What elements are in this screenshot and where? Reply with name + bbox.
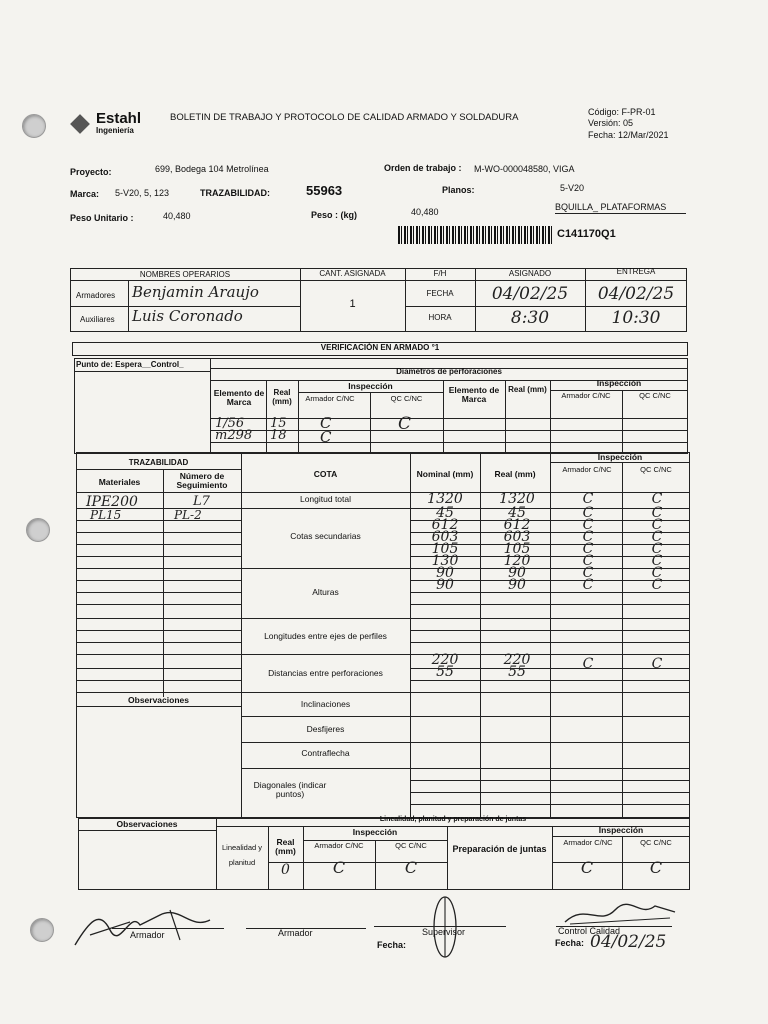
punch-hole-top (22, 114, 46, 138)
inspeccion-header-4: Inspección (352, 827, 398, 837)
fecha-entrega: 04/02/25 (597, 284, 675, 304)
planos-label: Planos: (442, 185, 475, 195)
peso-value: 40,480 (411, 207, 439, 217)
cota-real-value: 90 (508, 565, 526, 581)
distancia-nominal-value: 55 (436, 664, 454, 680)
cota-real-value: 90 (508, 577, 526, 593)
proyecto-value: 699, Bodega 104 Metrolínea (155, 164, 269, 174)
cota-qc-check: C (651, 565, 663, 581)
diam-row1-qc: C (398, 414, 412, 434)
linealidad-title: Linealidad, planitud y preparación de juntas (379, 816, 527, 823)
fecha-doc: Fecha: 12/Mar/2021 (588, 130, 669, 140)
qc-header-4: QC C/NC (395, 841, 427, 850)
armador-header-5: Armador C/NC (563, 838, 613, 847)
linealidad-qc-value: C (404, 858, 418, 877)
cota-nominal-value: 1320 (427, 491, 463, 507)
punch-hole-bottom (30, 918, 54, 942)
logo: Estahl (96, 110, 142, 127)
cant-value: 1 (349, 298, 356, 310)
real-mm-header-2: Real (mm) (508, 385, 547, 394)
cota-nominal-value: 45 (436, 505, 454, 521)
longitud-total-label: Longitud total (299, 494, 352, 504)
cota-header: COTA (313, 469, 338, 479)
cota-armador-check: C (582, 577, 594, 593)
inspeccion-header-5: Inspección (598, 825, 644, 835)
signature-label-armador-1: Armador (130, 930, 165, 940)
signature-label-armador-2: Armador (278, 928, 313, 938)
linealidad-armador-value: C (332, 858, 346, 877)
barcode-icon (398, 226, 554, 244)
diam-row1-elemento: 1/56 (215, 416, 245, 431)
cota-real-value: 603 (503, 529, 531, 545)
fecha-label-2: Fecha: (555, 938, 585, 948)
material-1: IPE200 (86, 494, 138, 510)
cota-nominal-value: 130 (431, 553, 459, 569)
armador-header-4: Armador C/NC (314, 841, 364, 850)
preparacion-armador-value: C (580, 858, 594, 877)
bquilla-value: BQUILLA_ PLATAFORMAS (555, 203, 686, 214)
punto-espera: Punto de: Espera__Control_ (76, 360, 184, 369)
fecha-value-2: 04/02/25 (590, 932, 667, 952)
qc-header-5: QC C/NC (640, 838, 672, 847)
peso-unitario-value: 40,480 (163, 211, 191, 221)
barcode-text: C141170Q1 (557, 228, 616, 240)
linealidad-real-value: 0 (281, 862, 290, 878)
nominal-header: Nominal (mm) (416, 469, 474, 479)
cota-qc-check: C (651, 517, 663, 533)
diagonales-label: Diagonales (indicar puntos) (253, 780, 327, 800)
cotas-secundarias-label: Cotas secundarias (290, 531, 361, 541)
inspeccion-header-3: Inspección (597, 452, 643, 462)
fecha-label: FECHA (426, 289, 454, 298)
linealidad-label: Linealidad y planitud (221, 843, 263, 867)
armador-cnc-header-2: Armador C/NC (561, 391, 611, 400)
cota-nominal-value: 603 (431, 529, 459, 545)
qc-cnc-header-1: QC C/NC (390, 394, 423, 403)
numero-1: L7 (193, 494, 210, 509)
marca-value: 5-V20, 5, 123 (115, 188, 170, 198)
distancia-qc-check: C (651, 656, 663, 672)
cota-real-value: 1320 (499, 491, 535, 507)
inspeccion-header-2: Inspección (596, 378, 642, 388)
preparacion-qc-value: C (649, 858, 663, 877)
punch-hole-middle (26, 518, 50, 542)
cota-armador-check: C (582, 553, 594, 569)
cota-qc-check: C (651, 577, 663, 593)
signature-label-supervisor: Supervisor (422, 927, 466, 937)
materiales-header: Materiales (98, 477, 141, 487)
observaciones-header-2: Observaciones (116, 819, 178, 829)
cota-nominal-value: 105 (431, 541, 459, 557)
cota-armador-check: C (582, 491, 594, 507)
contraflecha-label: Contraflecha (301, 748, 350, 758)
marca-label: Marca: (70, 189, 100, 199)
fecha-label-1: Fecha: (377, 940, 407, 950)
peso-label: Peso : (kg) (311, 210, 358, 220)
elemento-marca-header-2: Elemento de Marca (448, 385, 500, 405)
auxiliares-label: Auxiliares (80, 315, 115, 324)
inspeccion-header-1: Inspección (348, 381, 393, 391)
hora-label: HORA (428, 313, 452, 322)
diam-row1-armador: C (320, 414, 332, 432)
alturas-label: Alturas (312, 587, 339, 597)
nombres-header: NOMBRES OPERARIOS (139, 270, 231, 279)
trazabilidad-value: 55963 (306, 183, 343, 198)
cota-armador-check: C (582, 505, 594, 521)
cota-armador-check: C (582, 529, 594, 545)
auxiliares-value: Luis Coronado (132, 307, 243, 325)
cota-real-value: 45 (508, 505, 526, 521)
diam-row2-real: 18 (270, 428, 287, 443)
hora-asignado: 8:30 (510, 308, 550, 328)
codigo: Código: F-PR-01 (588, 107, 656, 117)
fh-header: F/H (433, 269, 447, 278)
orden-value: M-WO-000048580, VIGA (474, 164, 575, 174)
distancia-real-value: 220 (503, 652, 531, 668)
cota-qc-check: C (651, 505, 663, 521)
asignado-header: ASIGNADO (508, 269, 552, 278)
orden-label: Orden de trabajo : (384, 163, 462, 173)
version: Versión: 05 (588, 118, 634, 128)
armadores-label: Armadores (76, 291, 116, 300)
cota-real-value: 612 (503, 517, 531, 533)
distancia-armador-check: C (582, 656, 594, 672)
cota-armador-check: C (582, 565, 594, 581)
distancias-perforaciones-label: Distancias entre perforaciones (268, 668, 383, 678)
entrega-header: ENTREGA (616, 267, 656, 276)
cota-qc-check: C (651, 553, 663, 569)
verificacion-title: VERIFICACIÓN EN ARMADO °1 (320, 343, 440, 352)
inclinaciones-label: Inclinaciones (300, 699, 351, 709)
signature-armador-icon (70, 900, 230, 950)
longitudes-ejes-label: Longitudes entre ejes de perfiles (264, 631, 387, 641)
observaciones-header-1: Observaciones (128, 695, 189, 705)
real-mm-header: Real (mm) (272, 388, 292, 406)
distancia-nominal-value: 220 (431, 652, 459, 668)
desfijeres-label: Desfijeres (306, 724, 345, 734)
distancia-real-value: 55 (508, 664, 526, 680)
real-header: Real (mm) (494, 469, 536, 479)
qc-header-3: QC C/NC (640, 465, 672, 474)
cant-header: CANT. ASIGNADA (319, 269, 386, 278)
armadores-value: Benjamin Araujo (132, 283, 259, 301)
cota-armador-check: C (582, 541, 594, 557)
trazabilidad-header: TRAZABILIDAD (128, 458, 189, 467)
armador-header-3: Armador C/NC (562, 465, 612, 474)
real-mm-header-4: Real (mm) (275, 837, 296, 857)
numero-2: PL-2 (174, 508, 202, 522)
cota-nominal-value: 90 (436, 577, 454, 593)
hora-entrega: 10:30 (611, 308, 661, 328)
armador-cnc-header-1: Armador C/NC (305, 394, 355, 403)
peso-unitario-label: Peso Unitario : (70, 213, 134, 223)
numero-header: Número de Seguimiento (176, 471, 228, 491)
cota-qc-check: C (651, 541, 663, 557)
cota-real-value: 105 (503, 541, 531, 557)
diam-row1-real: 15 (270, 416, 287, 431)
diam-row2-elemento: m298 (215, 428, 253, 443)
material-2: PL15 (90, 508, 122, 522)
logo-subtitle: Ingeniería (96, 126, 134, 135)
diam-row2-armador: C (320, 428, 332, 446)
logo-icon (70, 114, 90, 134)
cota-nominal-value: 612 (431, 517, 459, 533)
signature-label-control: Control Calidad (558, 926, 621, 936)
cota-real-value: 120 (503, 553, 531, 569)
trazabilidad-label: TRAZABILIDAD: (200, 188, 270, 198)
qc-cnc-header-2: QC C/NC (639, 391, 671, 400)
cota-nominal-value: 90 (436, 565, 454, 581)
document-title: BOLETIN DE TRABAJO Y PROTOCOLO DE CALIDAD ARMADO Y SOLDADURA (170, 112, 519, 123)
cota-qc-check: C (651, 491, 663, 507)
diametros-header: Diametros de perforaciones (396, 367, 502, 376)
cota-armador-check: C (582, 517, 594, 533)
proyecto-label: Proyecto: (70, 167, 112, 177)
cota-qc-check: C (651, 529, 663, 545)
fecha-asignado: 04/02/25 (491, 284, 569, 304)
planos-value: 5-V20 (560, 183, 585, 193)
elemento-marca-header: Elemento de Marca (213, 388, 265, 408)
preparacion-juntas-label: Preparación de juntas (452, 844, 547, 854)
